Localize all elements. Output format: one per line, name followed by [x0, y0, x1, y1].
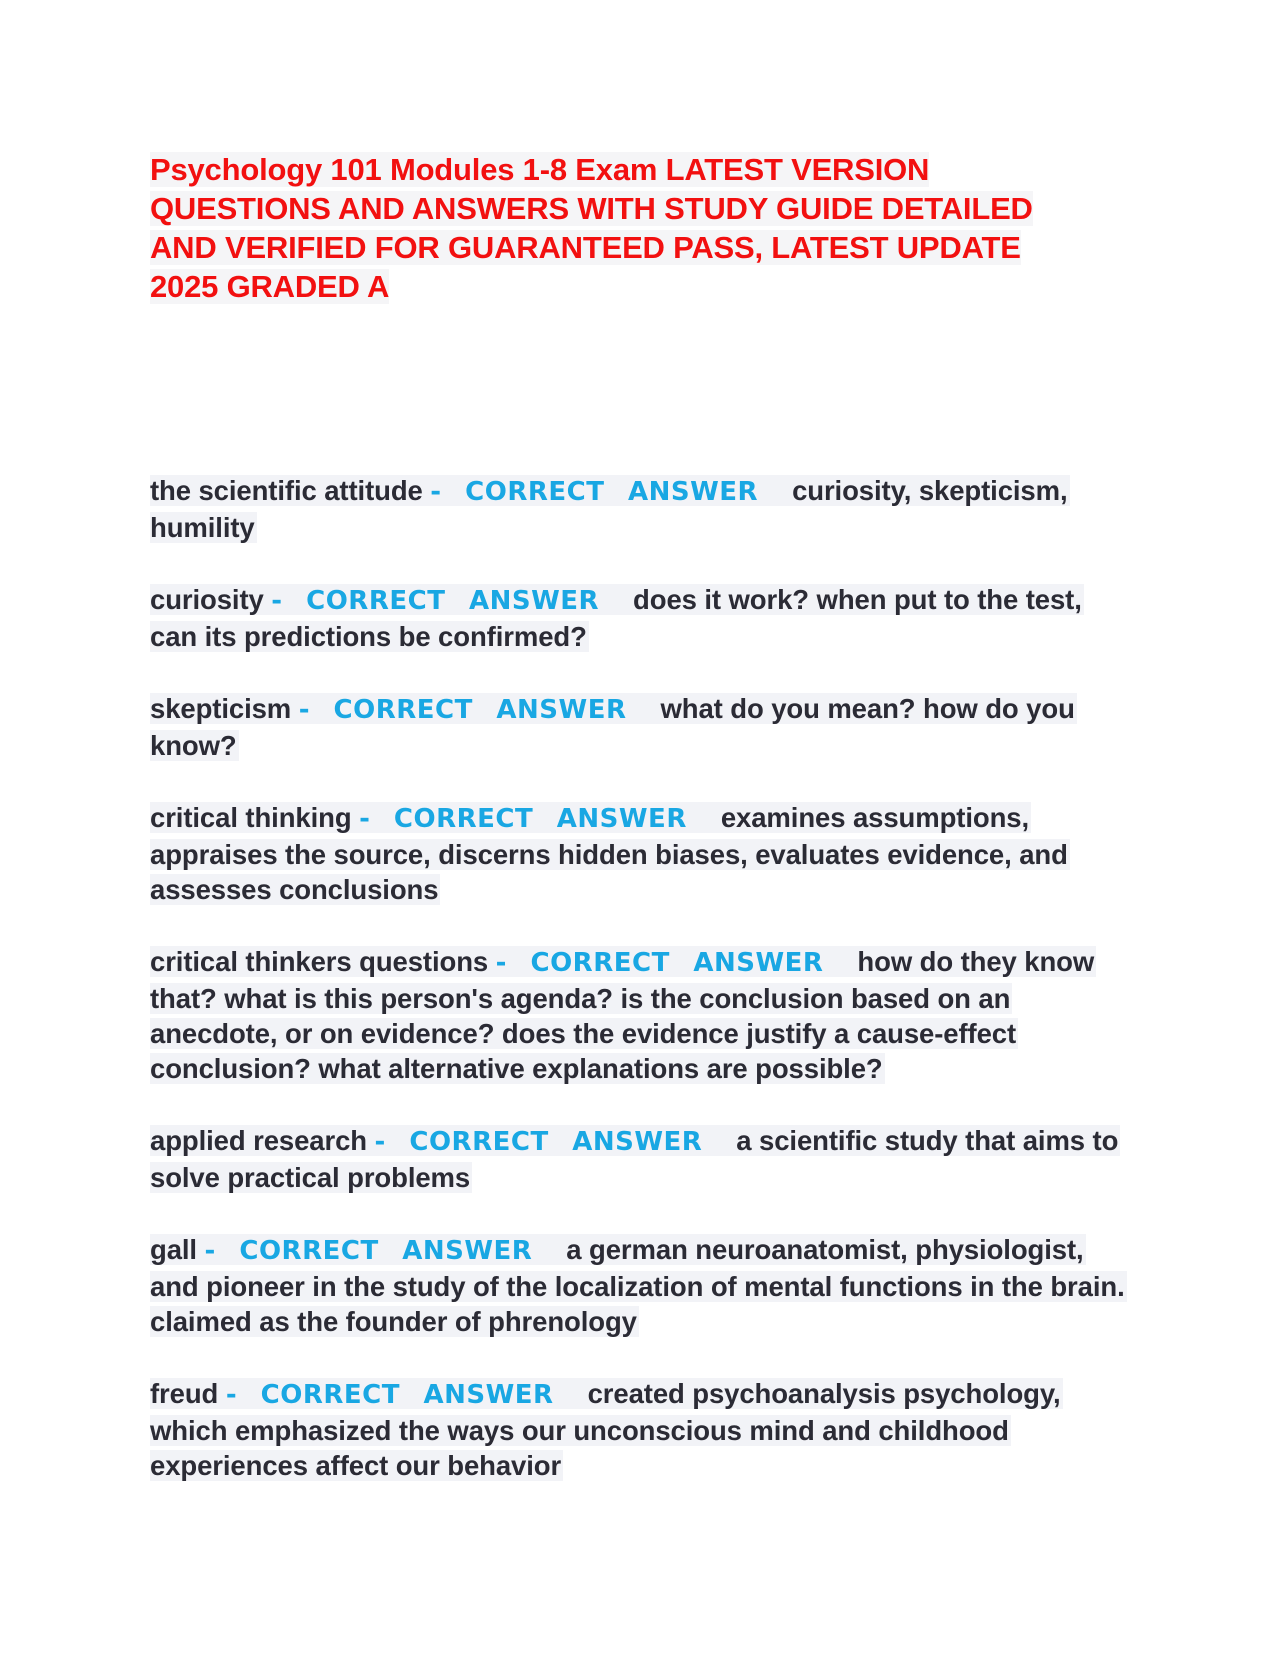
entry-term: applied research	[150, 1125, 367, 1156]
title-line-2: QUESTIONS AND ANSWERS WITH STUDY GUIDE DETAILED	[150, 191, 1033, 226]
correct-answer-marker: - CORRECT ANSWER	[374, 1127, 703, 1157]
entry-answer: examines assumptions, appraises the source, discerns hidden biases, evaluates evidence, and assesses conclusions	[150, 802, 1068, 905]
correct-answer-marker: - CORRECT ANSWER	[271, 586, 600, 616]
entry-answer: a german neuroanatomist, physiologist, and pioneer in the study of the localization of mental functions in the brain. claimed as the founder of phrenology	[150, 1234, 1125, 1337]
entry-answer: what do you mean? how do you know?	[150, 693, 1075, 761]
entry-term: the scientific attitude	[150, 475, 423, 506]
entry-term: critical thinking	[150, 802, 352, 833]
correct-answer-marker: - CORRECT ANSWER	[359, 804, 687, 834]
correct-answer-marker: - CORRECT ANSWER	[298, 695, 627, 725]
document-page	[150, 150, 1130, 1520]
entry-term: critical thinkers questions	[150, 946, 489, 977]
correct-answer-marker: - CORRECT ANSWER	[495, 948, 824, 978]
entry-term: curiosity	[150, 584, 264, 615]
correct-answer-marker: - CORRECT ANSWER	[204, 1236, 533, 1266]
qa-entry	[150, 1376, 1130, 1483]
qa-entry	[150, 1232, 1130, 1339]
entry-term: skepticism	[150, 693, 292, 724]
entry-answer: does it work? when put to the test, can its predictions be confirmed?	[150, 584, 1082, 652]
title-line-4: 2025 GRADED A	[150, 269, 390, 304]
title-line-3: AND VERIFIED FOR GUARANTEED PASS, LATEST UPDATE	[150, 230, 1021, 265]
entry-answer: how do they know that? what is this person's agenda? is the conclusion based on an anecdote, or on evidence? does the evidence justify a cause-effect conclusion? what alternative explanations are possible?	[150, 946, 1095, 1084]
title-line-1: Psychology 101 Modules 1-8 Exam LATEST VERSION	[150, 152, 930, 187]
correct-answer-marker: - CORRECT ANSWER	[430, 477, 759, 507]
entry-answer: created psychoanalysis psychology, which emphasized the ways our unconscious mind and childhood experiences affect our behavior	[150, 1378, 1061, 1481]
qa-entry	[150, 1123, 1130, 1195]
qa-entry	[150, 691, 1130, 763]
entry-term: gall	[150, 1234, 197, 1265]
qa-entry	[150, 800, 1130, 907]
correct-answer-marker: - CORRECT ANSWER	[225, 1380, 554, 1410]
qa-list	[150, 473, 1130, 1483]
entry-answer: a scientific study that aims to solve practical problems	[150, 1125, 1119, 1193]
qa-entry	[150, 582, 1130, 654]
document-title	[150, 150, 1130, 306]
entry-answer: curiosity, skepticism, humility	[150, 475, 1068, 543]
qa-entry	[150, 473, 1130, 545]
entry-term: freud	[150, 1378, 219, 1409]
qa-entry	[150, 944, 1130, 1086]
